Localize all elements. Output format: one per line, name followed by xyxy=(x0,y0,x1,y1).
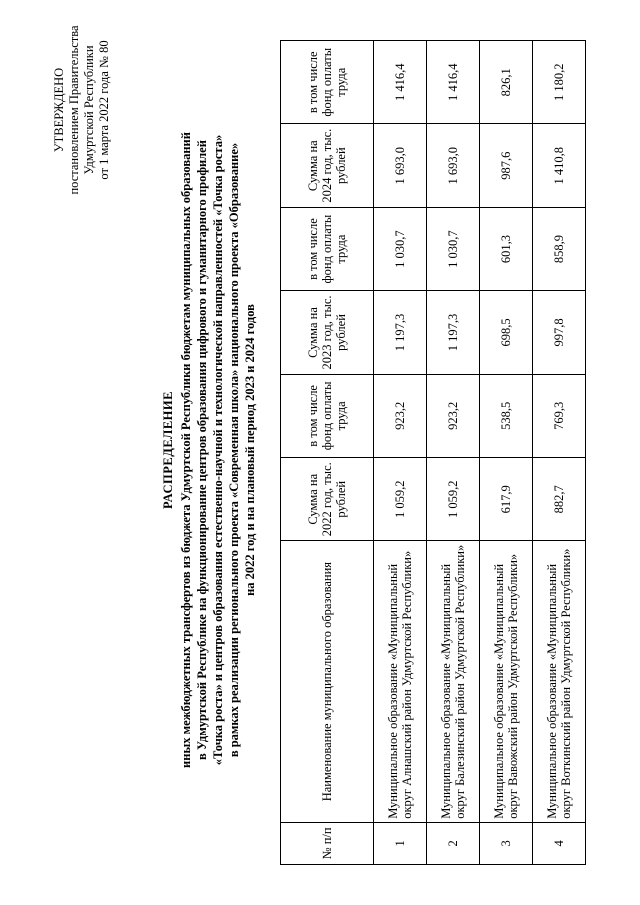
header-sum-2024: Сумма на 2024 год, тыс. рублей xyxy=(281,124,374,207)
cell-num: 3 xyxy=(480,822,533,864)
cell-wage-2024: 1 180,2 xyxy=(533,41,586,124)
cell-num: 1 xyxy=(374,822,427,864)
header-wage-2024: в том числе фонд оплаты труда xyxy=(281,41,374,124)
cell-sum-2024: 1 410,8 xyxy=(533,124,586,207)
cell-wage-2022: 538,5 xyxy=(480,374,533,457)
cell-sum-2024: 987,6 xyxy=(480,124,533,207)
cell-name: Муниципальное образование «Муниципальный округ Вавожский район Удмуртской Республики» xyxy=(480,541,533,822)
header-sum-2023: Сумма на 2023 год, тыс. рублей xyxy=(281,291,374,374)
cell-name: Муниципальное образование «Муниципальный округ Балезинский район Удмуртской Республики» xyxy=(427,541,480,822)
approval-line-3: Удмуртской Республики xyxy=(82,45,96,175)
heading-line-2: в Удмуртской Республике на функционирование центров образования цифрового и гуманитарного профилей xyxy=(195,140,209,760)
heading-line-5: на 2022 год и на плановый период 2023 и 2024 годов xyxy=(243,304,257,596)
header-name: Наименование муниципального образования xyxy=(281,541,374,822)
cell-sum-2023: 1 197,3 xyxy=(427,291,480,374)
header-wage-2023: в том числе фонд оплаты труда xyxy=(281,207,374,290)
cell-num: 4 xyxy=(533,822,586,864)
cell-sum-2024: 1 693,0 xyxy=(374,124,427,207)
table-row xyxy=(427,41,480,865)
document-title: РАСПРЕДЕЛЕНИЕ xyxy=(161,391,175,509)
cell-name: Муниципальное образование «Муниципальный округ Алнашский район Удмуртской Республики» xyxy=(374,541,427,822)
cell-wage-2024: 1 416,4 xyxy=(427,41,480,124)
heading-line-3: «Точка роста» и центров образования естественно-научной и технологической направленностей «Точка роста» xyxy=(211,134,225,766)
cell-wage-2023: 601,3 xyxy=(480,207,533,290)
cell-wage-2024: 826,1 xyxy=(480,41,533,124)
cell-wage-2022: 923,2 xyxy=(374,374,427,457)
distribution-table xyxy=(280,40,586,865)
cell-wage-2024: 1 416,4 xyxy=(374,41,427,124)
header-num: № п/п xyxy=(281,822,374,864)
heading-line-1: иных межбюджетных трансфертов из бюджета Удмуртской Республики бюджетам муниципальных образований xyxy=(179,132,193,768)
cell-num: 2 xyxy=(427,822,480,864)
cell-sum-2022: 882,7 xyxy=(533,458,586,541)
header-wage-2022: в том числе фонд оплаты труда xyxy=(281,374,374,457)
cell-wage-2023: 1 030,7 xyxy=(374,207,427,290)
cell-wage-2022: 923,2 xyxy=(427,374,480,457)
table-row xyxy=(533,41,586,865)
table-header-row xyxy=(281,41,374,865)
cell-sum-2022: 617,9 xyxy=(480,458,533,541)
cell-wage-2022: 769,3 xyxy=(533,374,586,457)
cell-sum-2022: 1 059,2 xyxy=(374,458,427,541)
cell-sum-2022: 1 059,2 xyxy=(427,458,480,541)
header-sum-2022: Сумма на 2022 год, тыс. рублей xyxy=(281,458,374,541)
cell-name: Муниципальное образование «Муниципальный округ Воткинский район Удмуртской Республики» xyxy=(533,541,586,822)
cell-sum-2023: 997,8 xyxy=(533,291,586,374)
cell-wage-2023: 858,9 xyxy=(533,207,586,290)
table-row xyxy=(480,41,533,865)
document-heading xyxy=(160,25,258,875)
heading-line-4: в рамках реализации регионального проекта «Современная школа» национального проекта «Образование» xyxy=(227,142,241,758)
approval-line-2: постановлением Правительства xyxy=(67,25,81,195)
approval-line-1: УТВЕРЖДЕНО xyxy=(52,67,66,153)
approval-stamp xyxy=(52,10,112,210)
approval-line-4: от 1 марта 2022 года № 80 xyxy=(97,40,111,180)
table-row xyxy=(374,41,427,865)
cell-wage-2023: 1 030,7 xyxy=(427,207,480,290)
cell-sum-2023: 698,5 xyxy=(480,291,533,374)
cell-sum-2024: 1 693,0 xyxy=(427,124,480,207)
cell-sum-2023: 1 197,3 xyxy=(374,291,427,374)
